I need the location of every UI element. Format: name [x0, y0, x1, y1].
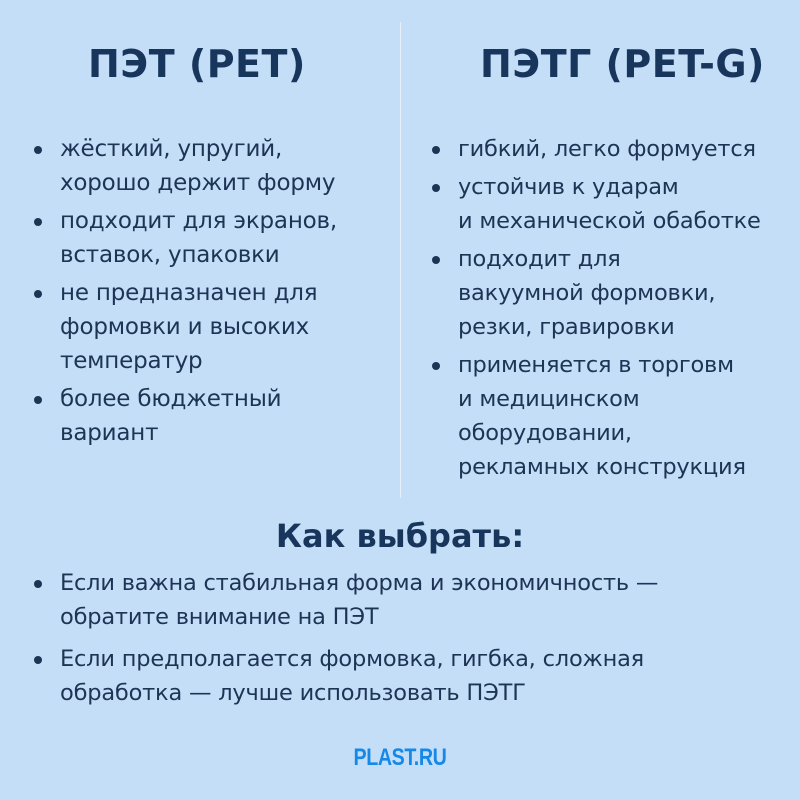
- line: Если предполагается формовка, гигбка, сложная: [60, 646, 645, 672]
- list-item: [30, 204, 370, 272]
- line: устойчив к ударам: [458, 174, 679, 200]
- line: вакуумной формовки,: [458, 280, 716, 306]
- petg-title: ПЭТГ (PET-G): [480, 42, 765, 86]
- list-item: [30, 642, 770, 710]
- line: жёсткий, упругий,: [60, 136, 283, 162]
- line: подходит для: [458, 246, 621, 272]
- list-item: [428, 242, 788, 344]
- how-to-choose-title: Как выбрать:: [275, 517, 525, 555]
- list-item: [30, 566, 770, 634]
- how-to-choose-list: [30, 566, 770, 710]
- line: и медицинском: [458, 386, 640, 412]
- line: оборудовании,: [458, 420, 632, 446]
- line: резки, гравировки: [458, 314, 675, 340]
- line: и механической обаботке: [458, 208, 761, 234]
- line: обратите внимание на ПЭТ: [60, 604, 379, 630]
- line: хорошо держит форму: [60, 170, 336, 196]
- line: рекламных конструкция: [458, 454, 746, 480]
- petg-list: [428, 132, 788, 484]
- pet-title: ПЭТ (PET): [88, 42, 306, 86]
- list-item: [428, 348, 788, 484]
- list-item: [30, 132, 370, 200]
- list-item: [30, 276, 370, 378]
- line: формовки и высоких: [60, 314, 310, 340]
- petg-column: [428, 40, 788, 488]
- line: более бюджетный: [60, 386, 282, 412]
- line: обработка — лучше использовать ПЭТГ: [60, 680, 526, 706]
- line: не предназначен для: [60, 280, 318, 306]
- line: вставок, упаковки: [60, 242, 280, 268]
- line: вариант: [60, 420, 159, 446]
- line: применяется в торговм: [458, 352, 734, 378]
- list-item: [428, 132, 788, 166]
- column-divider: [400, 22, 401, 498]
- pet-list: [30, 132, 370, 450]
- list-item: [428, 170, 788, 238]
- pet-column: [30, 40, 370, 454]
- line: Если важна стабильная форма и экономичность —: [60, 570, 659, 596]
- how-to-choose-section: [30, 566, 770, 718]
- plast-logo: PLAST.RU: [353, 744, 447, 771]
- line: подходит для экранов,: [60, 208, 337, 234]
- line: температур: [60, 348, 203, 374]
- list-item: [30, 382, 370, 450]
- line: гибкий, легко формуется: [458, 136, 756, 162]
